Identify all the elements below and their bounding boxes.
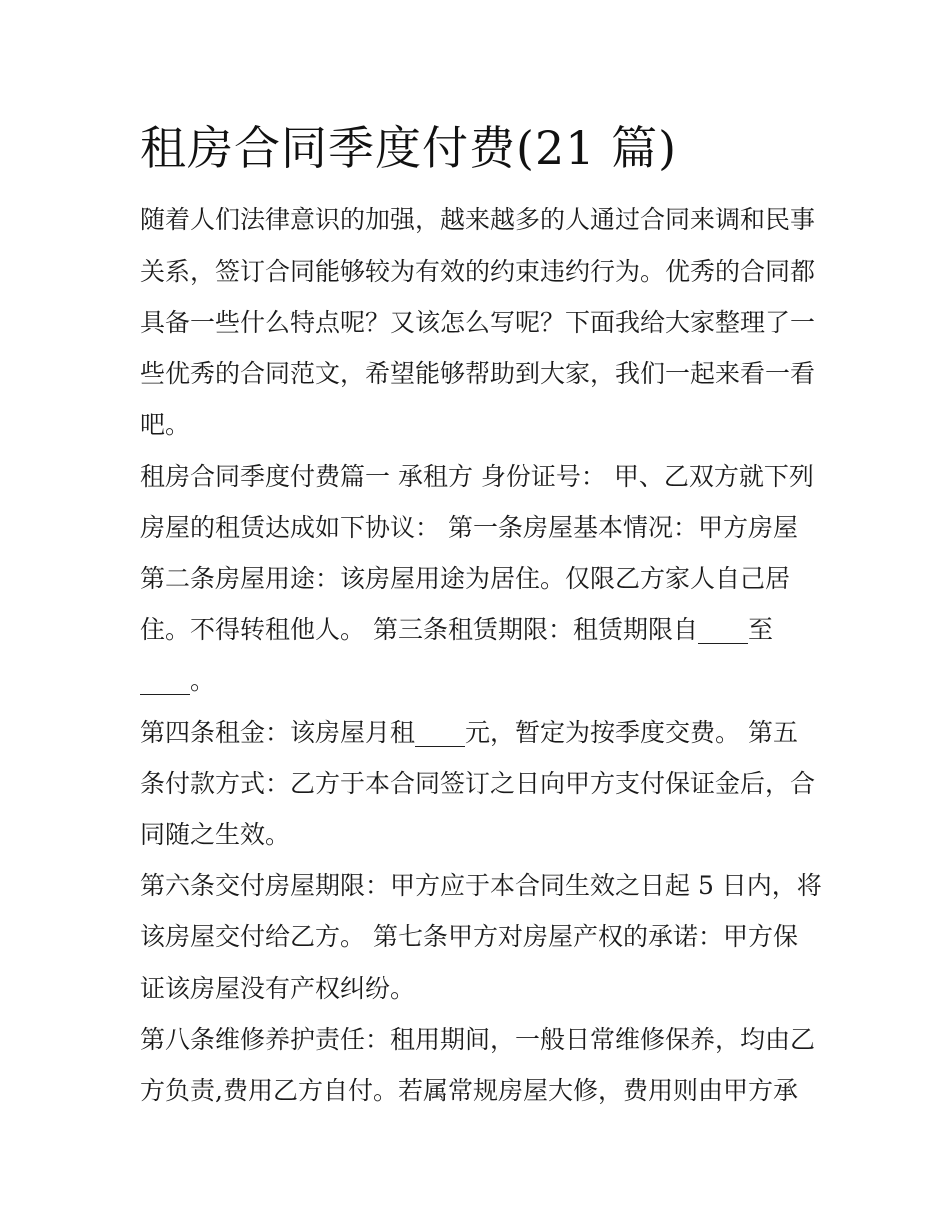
body-line: 具备一些什么特点呢？又该怎么写呢？下面我给大家整理了一 [140, 308, 816, 337]
body-line: 住。不得转租他人。 第三条租赁期限：租赁期限自____至 [140, 615, 773, 644]
body-line: 该房屋交付给乙方。 第七条甲方对房屋产权的承诺：甲方保 [140, 922, 798, 951]
body-line: 租房合同季度付费篇一 承租方 身份证号： 甲、乙双方就下列 [140, 462, 814, 491]
body-line: 些优秀的合同范文，希望能够帮助到大家，我们一起来看一看 [140, 359, 816, 388]
body-line: 吧。 [140, 410, 191, 439]
body-line: 证该房屋没有产权纠纷。 [140, 974, 416, 1003]
body-line: 随着人们法律意识的加强，越来越多的人通过合同来调和民事 [140, 205, 816, 234]
body-line: 房屋的租赁达成如下协议： 第一条房屋基本情况：甲方房屋 [140, 513, 798, 542]
body-line: ____。 [140, 666, 216, 695]
body-line: 第八条维修养护责任：租用期间，一般日常维修保养，均由乙 [140, 1025, 816, 1054]
body-line: 第六条交付房屋期限：甲方应于本合同生效之日起 5 日内，将 [140, 871, 822, 900]
body-line: 第四条租金：该房屋月租____元，暂定为按季度交费。 第五 [140, 718, 798, 747]
body-line: 关系，签订合同能够较为有效的约束违约行为。优秀的合同都 [140, 257, 816, 286]
body-line: 第二条房屋用途：该房屋用途为居住。仅限乙方家人自己居 [140, 564, 791, 593]
body-line: 条付款方式：乙方于本合同签订之日向甲方支付保证金后，合 [140, 769, 816, 798]
body-line: 方负责,费用乙方自付。若属常规房屋大修，费用则由甲方承 [140, 1076, 798, 1105]
body-line: 同随之生效。 [140, 820, 291, 849]
document-title: 租房合同季度付费(21 篇) [140, 121, 678, 175]
